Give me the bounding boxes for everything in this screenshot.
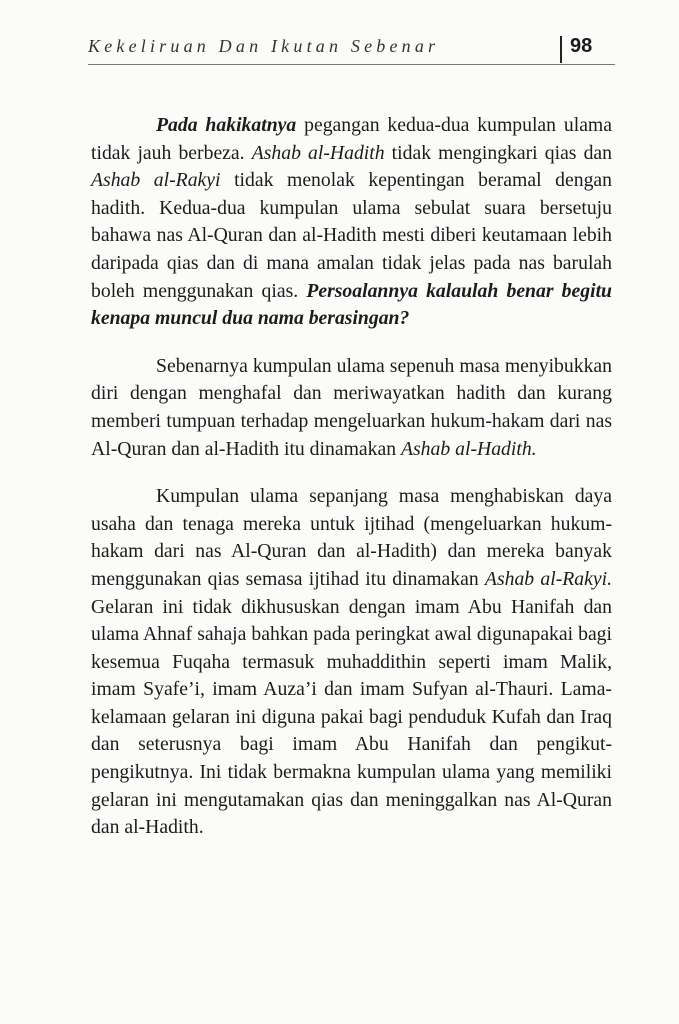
text-span: Gelaran ini tidak dikhususkan dengan imam Abu Hanifah dan ulama Ahnaf sahaja bahkan pada peringkat awal digunapakai bagi kesemua Fuqaha termasuk muhaddithin seperti imam Malik, imam Syafe’i, imam Auza’i dan imam Sufyan al-Thauri. Lama-kelamaan gelaran ini diguna pakai bagi penduduk Kufah dan Iraq dan seterusnya bagi imam Abu Hanifah dan pengikut-pengikutnya. Ini tidak bermakna kumpulan ulama yang memiliki gelaran ini mengutamakan qias dan meninggalkan nas Al-Quran dan al-Hadith. — [91, 595, 612, 839]
italic-span: Ashab al-Rakyi. — [484, 567, 612, 590]
body-text — [91, 112, 612, 842]
running-header — [88, 34, 615, 65]
text-span: Kumpulan ulama sepanjang masa menghabiskan daya usaha dan tenaga mereka untuk ijtihad (mengeluarkan hukum-hakam dari nas Al-Quran dan al-Hadith) dan mereka banyak menggunakan qias semasa ijtihad itu dinamakan — [91, 485, 612, 590]
text-span: pegangan kedua-dua kumpulan ulama tidak jauh berbeza. — [91, 114, 612, 164]
text-span: tidak mengingkari qias dan — [384, 141, 612, 164]
text-span: Sebenarnya kumpulan ulama sepenuh masa menyibukkan diri dengan menghafal dan meriwayatkan hadith dan kurang memberi tumpuan terhadap mengeluarkan hukum-hakam dari nas Al-Quran dan al-Hadith itu dinamakan — [91, 354, 612, 460]
italic-span: Ashab al-Hadith — [251, 141, 385, 164]
italic-span: Ashab al-Hadith. — [400, 437, 537, 460]
bold-italic-span: Persoalannya kalaulah benar begitu kenapa muncul dua nama berasingan? — [91, 279, 613, 330]
paragraph-1 — [91, 112, 612, 333]
running-title: Kekeliruan Dan Ikutan Sebenar — [88, 36, 440, 56]
paragraph-2 — [91, 353, 612, 463]
page-number: 98 — [570, 35, 593, 57]
italic-span: Ashab al-Rakyi — [91, 169, 221, 192]
header-separator — [560, 36, 562, 63]
paragraph-3 — [91, 483, 612, 842]
bold-italic-span: Pada hakikatnya — [156, 114, 297, 136]
text-span: tidak menolak kepentingan beramal dengan hadith. Kedua-dua kumpulan ulama sebulat suara bersetuju bahawa nas Al-Quran dan al-Hadith mesti diberi keutamaan lebih daripada qias dan di mana amalan tidak jelas pada nas barulah boleh menggunakan qias. — [91, 169, 612, 302]
